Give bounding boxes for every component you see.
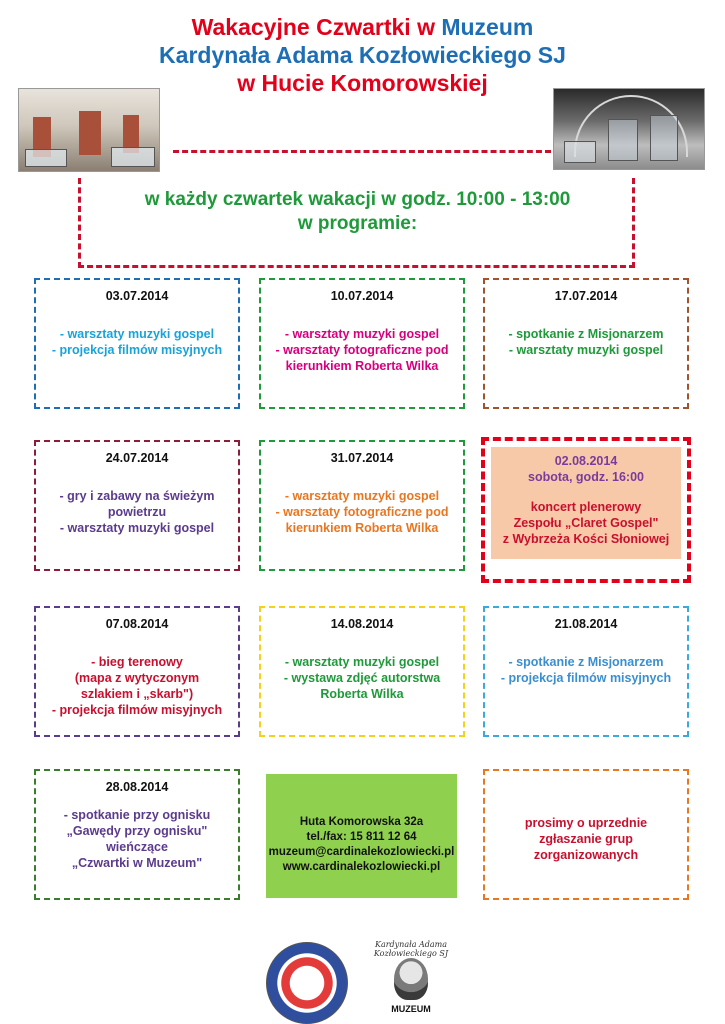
- event-card: [34, 440, 240, 571]
- event-date: 03.07.2014: [105, 289, 169, 303]
- special-event-date: 02.08.2014: [554, 454, 618, 468]
- event-description: [489, 326, 683, 358]
- event-line: (mapa z wytyczonym: [74, 671, 200, 685]
- event-description: [40, 807, 234, 871]
- event-line: - warsztaty muzyki gospel: [508, 343, 664, 357]
- event-card: [259, 440, 465, 571]
- event-line: - wystawa zdjęć autorstwa: [283, 671, 441, 685]
- event-card: [259, 278, 465, 409]
- event-line: - warsztaty fotograficzne pod: [275, 505, 449, 519]
- museum-logo-signature: Kardynała Adama Kozłowieckiego SJ: [373, 940, 449, 958]
- museum-interior-photo-left: [18, 88, 160, 172]
- event-line: - bieg terenowy: [91, 655, 183, 669]
- event-description: [265, 654, 459, 702]
- event-line: „Czwartki w Muzeum": [71, 856, 203, 870]
- event-description: [265, 488, 459, 536]
- event-line: - spotkanie z Misjonarzem: [508, 327, 664, 341]
- event-line: koncert plenerowy: [530, 500, 642, 514]
- event-line: - warsztaty muzyki gospel: [284, 489, 440, 503]
- special-event-time: sobota, godz. 16:00: [528, 470, 644, 484]
- event-description: [40, 326, 234, 358]
- event-date: 24.07.2014: [105, 451, 169, 465]
- intro-line-2: w programie:: [297, 213, 418, 234]
- contact-address: Huta Komorowska 32a: [299, 816, 424, 828]
- event-line: - warsztaty muzyki gospel: [59, 327, 215, 341]
- note-text: [489, 815, 683, 863]
- intro-frame-top: [173, 150, 551, 153]
- note-line: zorganizowanych: [533, 848, 639, 862]
- event-line: - projekcja filmów misyjnych: [500, 671, 672, 685]
- event-line: - projekcja filmów misyjnych: [51, 343, 223, 357]
- contact-website[interactable]: www.cardinalekozlowiecki.pl: [282, 861, 441, 873]
- event-line: - spotkanie przy ognisku: [63, 808, 211, 822]
- note-card: [483, 769, 689, 900]
- event-date: 10.07.2014: [330, 289, 394, 303]
- intro-line-1: w każdy czwartek wakacji w godz. 10:00 - 13:00: [144, 189, 571, 210]
- event-line: szlakiem i „skarb"): [80, 687, 194, 701]
- event-line: z Wybrzeża Kości Słoniowej: [502, 532, 670, 546]
- event-line: - gry i zabawy na świeżym: [59, 489, 215, 503]
- event-card: [483, 278, 689, 409]
- event-description: [265, 326, 459, 374]
- title-line-1: [0, 14, 725, 40]
- event-date: 21.08.2014: [554, 617, 618, 631]
- title-line-2: Kardynała Adama Kozłowieckiego SJ: [159, 42, 566, 68]
- event-card: [34, 278, 240, 409]
- event-date: 14.08.2014: [330, 617, 394, 631]
- title-part-blue: Muzeum: [441, 14, 534, 40]
- event-date: 28.08.2014: [105, 780, 169, 794]
- cardinal-portrait-icon: [394, 958, 428, 1000]
- museum-logo-label: MUZEUM: [391, 1004, 431, 1014]
- event-line: - projekcja filmów misyjnych: [51, 703, 223, 717]
- event-line: - warsztaty muzyki gospel: [59, 521, 215, 535]
- event-line: wieńczące: [106, 840, 168, 854]
- event-date: 07.08.2014: [105, 617, 169, 631]
- foundation-logo: [266, 942, 348, 1024]
- museum-interior-photo-right: [553, 88, 705, 170]
- event-description: [489, 654, 683, 686]
- contact-email[interactable]: muzeum@cardinalekozlowiecki.pl: [268, 846, 455, 858]
- event-line: Roberta Wilka: [320, 687, 404, 701]
- event-date: 17.07.2014: [554, 289, 618, 303]
- event-line: kierunkiem Roberta Wilka: [285, 521, 439, 535]
- event-line: Zespołu „Claret Gospel": [513, 516, 659, 530]
- event-line: „Gawędy przy ognisku": [66, 824, 208, 838]
- event-line: powietrzu: [107, 505, 167, 519]
- special-event-description: [489, 499, 683, 547]
- event-description: [40, 654, 234, 718]
- event-line: - spotkanie z Misjonarzem: [508, 655, 664, 669]
- event-line: kierunkiem Roberta Wilka: [285, 359, 439, 373]
- note-line: zgłaszanie grup: [539, 832, 633, 846]
- contact-card: [266, 774, 457, 898]
- special-event-card: [481, 437, 691, 583]
- event-date: 31.07.2014: [330, 451, 394, 465]
- event-description: [40, 488, 234, 536]
- title-line-3: w Hucie Komorowskiej: [237, 70, 488, 96]
- museum-logo: [362, 934, 460, 1022]
- title-part-red: Wakacyjne Czwartki w: [191, 14, 435, 40]
- contact-details: [268, 815, 455, 875]
- event-card: [34, 606, 240, 737]
- contact-phone: tel./fax: 15 811 12 64: [306, 831, 417, 843]
- event-line: - warsztaty fotograficzne pod: [275, 343, 449, 357]
- event-line: - warsztaty muzyki gospel: [284, 655, 440, 669]
- event-card: [34, 769, 240, 900]
- event-card: [259, 606, 465, 737]
- note-line: prosimy o uprzednie: [524, 816, 648, 830]
- event-line: - warsztaty muzyki gospel: [284, 327, 440, 341]
- event-card: [483, 606, 689, 737]
